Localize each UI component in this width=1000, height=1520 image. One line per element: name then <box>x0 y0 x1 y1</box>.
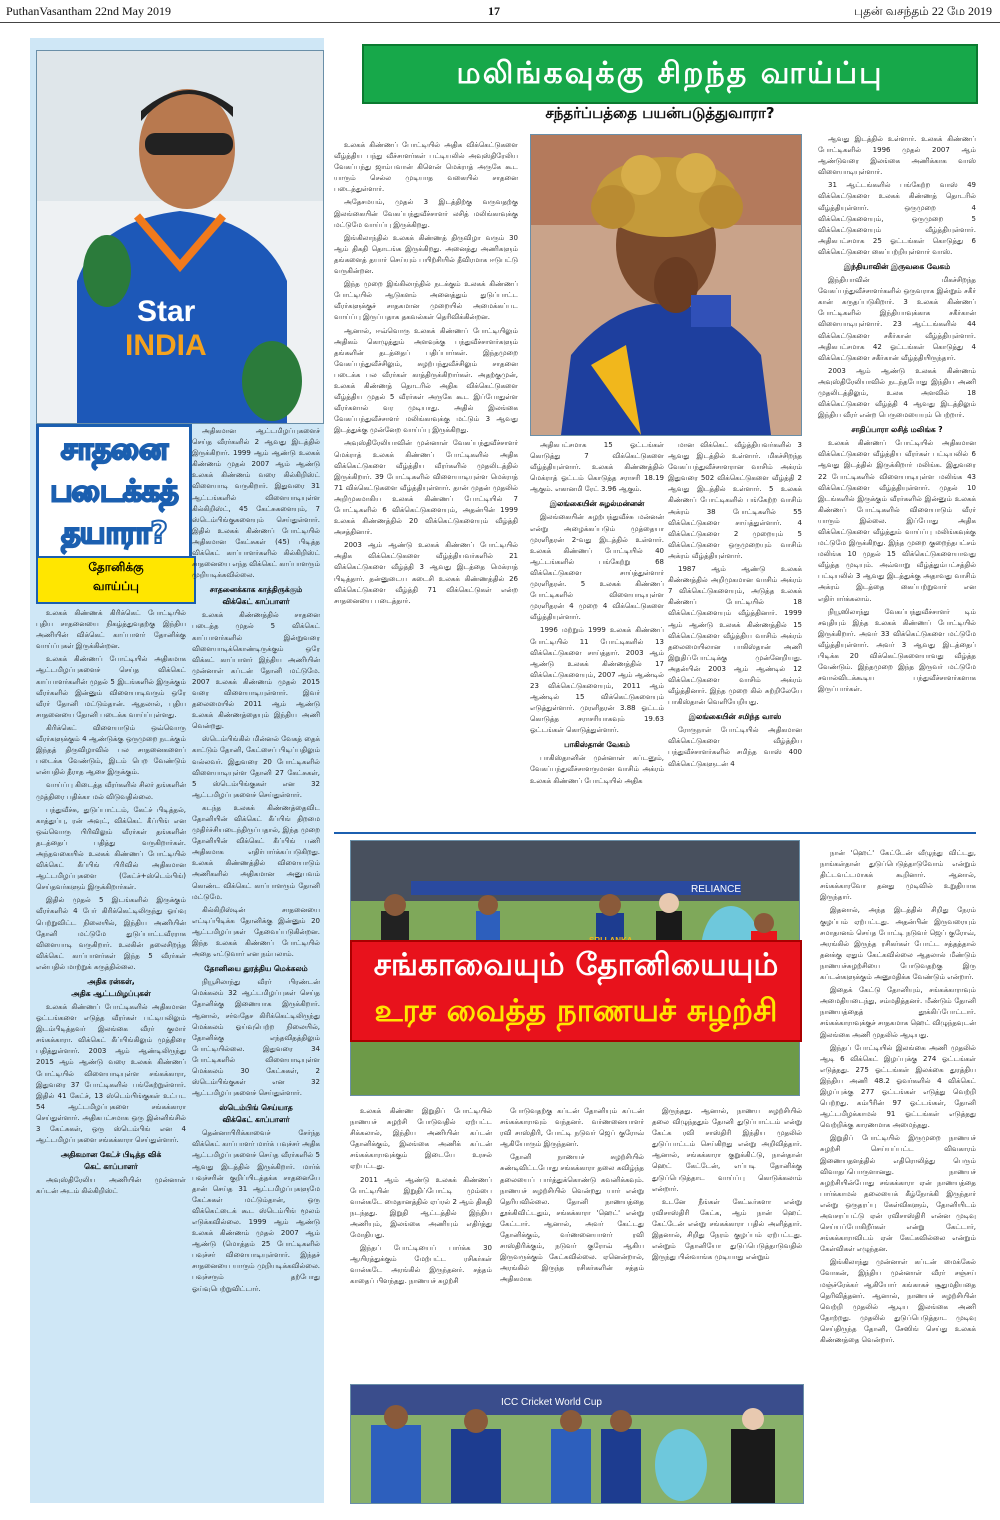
paragraph: இந்தப் போட்டியில் இலங்கை அணி முதலில் ஆடி 6 விக்கெட் இழப்புக்கு 274 ஓட்டங்கள் எடுத்தது. 275 ஓட்டங்கள் இலக்கை துரத்திய இந்திய அணி 48.2 ஓவர்களில் 4 விக்கெட் இழப்புக்கு 277 ஓட்டங்கள் எடுத்து வெற்றி பெற்றது. கம்பீரின் 97 ஓட்டங்கள், தோனி ஆட்டமிழக்காமல் 91 ஓட்டங்கள் எடுத்தது வெற்றிக்கு காரணமாக அமைந்தது. <box>820 1043 976 1130</box>
subheading <box>36 976 186 1000</box>
toss-headline-line-2: உரச வைத்த நாணயச் சுழற்சி <box>374 993 778 1029</box>
subheading-line: விக்கெட் காப்பாளர் <box>222 597 290 607</box>
paragraph: கில்கிறிஸ்டின் சாதனையை எட்டிப்பிடிக்க தோனிக்கு இன்னும் 20 ஆட்டமிழப்புகள் தேவைப்படுகின்றன. இந்த உலகக் கிண்ணப் போட்டியில் அதை எட்டுவார் என நம்பலாம். <box>192 905 320 959</box>
paragraph: உலகக் கிண்ணக் கிரிக்கெட் போட்டியில் புதிய சாதனையை நிகழ்த்துவதற்கு இந்திய அணியின் விக்கெட் காப்பாளர் தோனிக்கு வாய்ப்புகள் இருக்கின்றன. <box>36 609 186 651</box>
toss-headline-box <box>350 940 802 1042</box>
toss-photo-board-text: RELIANCE <box>691 884 742 895</box>
lineup-photo-board-text: ICC Cricket World Cup <box>501 1397 602 1408</box>
paragraph: இதில் முதல் 5 இடங்களில் இருக்கும் வீரர்களில் 4 பேர் கிரிக்கெட்டிலிருந்து ஓய்வு பெற்றுவிட்ட நிலையில், இந்திய அணியின் தோனி மட்டுமே துடுப்பாட்டவீரராக விளையாடி வருகிறார். உலகின் தலைசிறந்த விக்கெட் காப்பாளர்கள் இந்த 5 வீரர்கள் என்பதில் மாற்றுக் கருத்தில்லை. <box>36 896 186 971</box>
paragraph: உலகக் கிண்ணப் போட்டியில் அதிகமான விக்கெட்டுகளை வீழ்த்திய வீரர்கள் பட்டியலில் 6 ஆவது இடத்தில் இருக்கிறார் மலிங்க. இதுவரை 22 போட்டிகளில் விளையாடியுள்ள மலிங்க 43 விக்கெட்டுகளை வீழ்த்தியுள்ளார். முதல் 10 இடங்களில் இருக்கும் வீரர்களில் இன்னும் உலகக் கிண்ணப் போட்டிகளில் விளையாடும் வீரர் யாரும் இல்லை. இப்போது அதிக விக்கெட்டுகளை வீழ்த்தும் வாய்ப்பு மலிங்கவுக்கு மட்டுமே இருக்கிறது. இந்த முறை குறைந்தபட்சம் மலிங்க 10 முதல் 15 விக்கெட்டுகளையாவது வீழ்த்த முடியும். அவ்வாறு வீழ்த்தும்பட்சத்தில் பட்டியலில் 3 ஆவது இடத்துக்கு அதாவது வாசிம் அக்ரம் இடத்தை கைப்பற்றுவார் என எதிர்பார்க்கலாம். <box>818 439 976 603</box>
paragraph: வாய்ப்பு கிடைத்த வீரர்களில் சிலர் தங்களின் முத்திரை பதிக்கா மல் விடுவதில்லை. <box>36 781 186 801</box>
dhoni-headline-line-3: தயாரா? <box>61 516 167 551</box>
dhoni-article-col-2 <box>192 426 320 1500</box>
paragraph: தோனி நாணயச் சுழற்சியில் சுண்டிவிட்டபோது சங்கக்காரா தலை கவிழ்ந்த தலையைப் பார்த்துக்கொண்டு கவனிக்கவும். நாணயச் சுழற்சியில் வென்றது யார் என்று தெரியவில்லை. தோனி நாணயத்தை தூக்கிவிட்டதும், சங்கக்காரா 'ஹெட்' என்று கேட்டார். ஆனால், அவர் கேட்டது தோனிக்கும், வர்ணனையாளர் ரவி சாஸ்திரிக்கும், நடுவர் குரோவ் ஆகிய இருவருக்கும் கேட்கவில்லை. ஏனென்றால், அரங்கில் இருந்த ரசிகர்களின் சத்தம் அதிகமாக <box>500 1153 644 1284</box>
paragraph: இந்தப் போட்டியைப் பார்க்க 30 ஆயிரத்துக்கும் மேற்பட்ட ரசிகர்கள் வான்கடே அரங்கில் இருந்தனர். சத்தம் காதைப் பிளந்தது. நாணயச் சுழற்சி <box>350 1244 492 1286</box>
subheading: இந்தியாவின் இருவகை வேகம் <box>843 262 951 272</box>
dhoni-article-col-1 <box>36 608 186 1500</box>
subheading: சாதிப்பாரா லசித் மலிங்க ? <box>851 425 943 435</box>
malinga-photo <box>530 134 802 436</box>
paragraph: 2003 ஆம் ஆண்டு உலகக் கிண்ணப் போட்டியில் அதிக விக்கெட்டுகளை வீழ்த்தியவர்களில் 21 விக்கெட்டுகளை வீழ்த்தி 3 ஆவது இடத்தை மெக்ராத் பிடித்தார். தன்னுடைய கடைசி உலகக் கிண்ணத்தில் 26 விக்கெட்டுகளை வீழ்த்தி 71 விக்கெட்டுகள் என்ற சாதனையை படைத்தார். <box>334 541 518 605</box>
paragraph: 2003 ஆம் ஆண்டு உலகக் கிண்ணம் அவுஸ்திரேலியாவில் நடந்தபோது இந்திய அணி முதலிடத்திலும், உலக அளவில் 18 விக்கெட்டுகளை வீழ்த்தி 4 ஆவது இடத்திலும் இந்திய வீரர் என்ற பெருமையையும் பெற்றார். <box>818 366 976 420</box>
dhoni-tagline-line-2: வாய்ப்பு <box>93 579 139 593</box>
dhoni-headline-box <box>36 424 192 562</box>
subheading: இலங்கையின் சமிந்த வாஸ் <box>688 712 782 722</box>
paragraph: நான் 'ஹெட்' கேட்டேன் வீழுந்து விட்டது, நாங்கள்தான் துடுப்பெடுத்தாடுவோம் என்றும் திட்டவட்டமாகக் கூறினார். ஆனால், சங்கக்காரவோ தனது முடிவில் உறுதியாக இருந்தார். <box>820 849 976 902</box>
subheading-line: அதிகமான கேட்ச் பிடித்த விக் <box>60 1150 162 1160</box>
malinga-article-col-4 <box>818 134 976 828</box>
toss-article-right-col <box>820 848 976 1502</box>
paragraph: இலங்கையின் சுழற்பந்துவீச்சு மன்னன் என்று அழைக்கப்படும் முத்தையா முரளிதரன் 2-வது இடத்தில் உள்ளார். உலகக் கிண்ணப் போட்டியில் 40 ஆட்டங்களில் பங்கேற்று 68 விக்கெட்டுகளை சாய்த்துள்ளார் முரளிதரன். 5 உலகக் கிண்ணப் போட்டிகளில் விளையாடியுள்ள முரளிதரன் 4 முறை 4 விக்கெட்டுகளை வீழ்த்தியுள்ளார். <box>530 513 664 622</box>
paragraph: உலகக் கிண்ணப் போட்டியில் அதிகமாக ஆட்டமிழப்புகளைச் செய்த விக்கெட் காப்பாளர்களின் முதல் 5 இடங்களில் இருக்கும் வீரர்களில் இன்னும் விளையாடிவரும் ஒரே வீரர் தோனி மட்டும்தான். ஆதலால், புதிய சாதனையை தோனி படைக்க வாய்ப்புள்ளது. <box>36 655 186 719</box>
malinga-article-col-1 <box>334 140 518 828</box>
toss-headline-line-1: சங்காவையும் தோனியையும் <box>373 947 779 983</box>
paragraph: 1996 மற்றும் 1999 உலகக் கிண்ணப் போட்டியில் 11 போட்டிகளில் 13 விக்கெட்டுகளை சாய்த்தார். 2003 ஆம் ஆண்டு உலகக் கிண்ணத்தில் 17 விக்கெட்டுகளையும், 2007 ஆம் ஆண்டில் 23 விக்கெட்டுகளையும், 2011 ஆம் ஆண்டில் 15 விக்கெட்டுகளையும் எடுத்துள்ளார். முரளிதரன் 3.88 ஓட்டம் கொடுத்த சராசரியாகவும் 19.63 ஓட்டங்கள் கொடுத்துள்ளார். <box>530 626 664 735</box>
paragraph: இதனால், அந்த இடத்தில் சிறிது நேரம் குழப்பம் ஏற்பட்டது. அதன்பின் இருவரையும் சமாதானம் செய்த போட்டி நடுவர் ஜெப் குரோவ், அரங்கில் இருந்த ரசிகர்கள் போட்ட சத்தத்தால் தனக்கு ஏதும் கேட்கவில்லை ஆதலால் மீண்டும் நாணயச்சுழற்சியை போடுவதற்கு இரு கப்டன்களுக்கும் அனுமதிக்க வேண்டும் என்றார். <box>820 906 976 982</box>
paragraph: தென்னாபிரிக்காவைச் சேர்ந்த விக்கெட் காப்பாளர் மார்க் பவுச்சர் அதிக ஆட்டமிழப்புகளைச் செய்த வீரர்களில் 5 ஆவது இடத்தில் இருக்கிறார். மார்க் பவுச்சரின் குறிப்பிடத்தக்க சாதனையே தான் செய்த 31 ஆட்டமிழப்புகளுமே கேட்சுகள் மட்டும்தான், ஒரு விக்கெட்டைக் கூட ஸ்டெம்பிங் மூலம் எடுக்கவில்லை. 1999 ஆம் ஆண்டு உலகக் கிண்ணம் முதல் 2007 ஆம் ஆண்டு (மொத்தம் 25 போட்டிகளில் பவுச்சர் விளையாடியுள்ளார். இந்தச் சாதனையை யாரும் முறியடிக்கவில்லை. பவுச்சரும் தற்போது ஓய்வுபெற்றுவிட்டார். <box>192 1129 320 1293</box>
paragraph: அதிகமான ஆட்டமிழப்புகளைச் செய்த வீரர்களில் 2 ஆவது இடத்தில் இருக்கிறார். 1999 ஆம் ஆண்டு உலகக் கிண்ணம் முதல் 2007 ஆம் ஆண்டு உலகக் கிண்ணம் வரை கில்கிறிஸ்ட் விளையாடி வருகிறார். இதுவரை 31 ஆட்டங்களில் விளையாடியுள்ள கில்கிறிஸ்ட், 45 கேட்சுகளையும், 7 ஸ்டெம்பிங்குகளையும் செய்துள்ளார். இதில் உலகக் கிண்ணப் போட்டியில் அதிகமான கேட்சுகள் (45) பிடித்த விக்கெட் காப்பாளர்களில் கில்கிறிஸ்ட் சாதனையை எந்த விக்கெட் காப்பாளரும் முறியடிக்கவில்லை. <box>192 427 320 580</box>
paragraph: பாகிஸ்தானின் முன்னாள் கப்டனும், வேகப்பந்துவீச்சாளருமான வாசிம் அக்ரம் உலகக் கிண்ணப் போட்டியில் அதிக <box>530 754 664 785</box>
toss-article-col-2 <box>500 1106 644 1376</box>
paragraph: 1987 ஆம் ஆண்டு உலகக் கிண்ணத்தில் அறிமுகமான வாசிம் அக்ரம் 7 விக்கெட்டுகளையும், அடுத்த உலகக் கிண்ணப் போட்டியில் 18 விக்கெட்டுகளையும் வீழ்த்தினார். 1999 ஆம் ஆண்டு உலகக் கிண்ணத்தில் 15 விக்கெட்டுகளை வீழ்த்திய வாசிம் அக்ரம் தலைமையிலான பாகிஸ்தான் அணி இறுதிப்போட்டிக்கு முன்னேறியது. அதன்பின் 2003 ஆம் ஆண்டில் 12 விக்கெட்டுகளை வாசிம் அக்ரம் வீழ்த்தினார். இந்த முறை கில் சுற்றிலேயே பாகிஸ்தான் வெளியேறியது. <box>668 565 802 707</box>
subheading-line: சாதனைக்காக காத்திருக்கும் <box>209 585 303 595</box>
paragraph: இங்கிலாந்தில் உலகக் கிண்ணத் திருவிழா வரும் 30 ஆம் திகதி தொடங்க இருக்கிறது. அனைத்து அணிகளும் தங்களைத் தயார் செய்யும் பயிற்சியில் தீவிரமாக ஈடுபட்டு வருகின்றன. <box>334 233 518 276</box>
header-tamil-date: புதன் வசந்தம் 22 மே 2019 <box>854 4 992 18</box>
paragraph: மான விக்கெட் வீழ்த்தியவர்களில் 3 ஆவது இடத்தில் உள்ளார். மிகச்சிறந்த வேகப்பந்துவீச்சாளரான வாசிம் அக்ரம் இதுவரை 502 விக்கெட்டுகளை வீழ்த்தி 2 ஆவது இடத்தில் உள்ளார். 5 உலகக் கிண்ணப் போட்டிகளில் பங்கேற்ற வாசிம் அக்ரம் 38 போட்டிகளில் 55 விக்கெட்டுகளை சாய்த்துள்ளார். 4 விக்கெட்டுகளை 2 முறையும் 5 விக்கெட்டுகளை ஒருமுறையும் வாசிம் அக்ரம் வீழ்த்தியுள்ளார். <box>668 441 802 560</box>
paragraph: இதைக் கேட்டு தோனியும், சங்கக்காராவும் அமைதியடைந்து, சம்மதித்தனர். மீண்டும் தோனி நாணயத்தைத் தூக்கிப்போட்டார். சங்கக்காராவுக்குச் சாதகமாக ஹெட் விழுந்தவுடன் இலங்கை அணி முதலில் ஆடியது. <box>820 986 976 1039</box>
paragraph: இறுதிப் போட்டியில் இருமுறை நாணயச் சுழற்சி செய்யப்பட்ட விவகாரம் இணையதளத்தில் எதிரொலித்து பெரும் விவாதப்பொருளானது. நாணயச் சுழற்சியின்போது சங்கக்காரா ஏன் நாணயத்தை பார்க்காமல் தலையைக் கீழ்நோக்கி இருந்தார் என்று ஒருதரப்பு கேள்விகளும், தோனியிடம் அவசரப்பட்டு ஏன் ரவிசாஸ்திரி என்ன முடிவு செய்யப்போகிறீர்கள் என்று கேட்டார், சங்கக்காராவிடம் ஏன் கேட்கவில்லை என்றும் கேள்விகள் எழுந்தன. <box>820 1134 976 1254</box>
subheading <box>36 1149 186 1173</box>
dhoni-tagline <box>36 556 196 604</box>
paragraph: ஆவது இடத்தில் உள்ளார். உலகக் கிண்ணப் போட்டிகளில் 1996 முதல் 2007 ஆம் ஆண்டுவரை இலங்கை அணிக்காக வாஸ் விளையாடியுள்ளார். <box>818 135 976 177</box>
toss-article-col-3 <box>652 1106 802 1376</box>
subheading: தோனியை துரத்திய மெக்கலம் <box>204 964 308 974</box>
malinga-article-col-3 <box>668 440 802 828</box>
header-publication-date: PuthanVasantham 22nd May 2019 <box>6 4 171 18</box>
paragraph: இந்த முறை இங்கிலாந்தில் நடக்கும் உலகக் கிண்ணப் போட்டியில் ஆடுகளம் அனைத்தும் துடுப்பாட்ட வீரர்களுக்குச் சாதகமான முறையில் அமைக்கப்பட வாய்ப்பு இருப்பதாக தகவல்கள் தெரிவிக்கின்றன. <box>334 280 518 322</box>
subheading <box>192 1102 320 1126</box>
subheading: பாகிஸ்தான் வேகம் <box>564 740 630 750</box>
subheading-line: அதிக ரன்கள், <box>87 977 135 986</box>
section-divider <box>334 832 976 834</box>
paragraph: இந்தியாவின் மிகச்சிறந்த வேகப்பந்துவீச்சாளர்களில் ஒருவராக இன்றும் சகீர் கான் கருதப்படுகிறார். 3 உலகக் கிண்ணப் போட்டிகளில் இந்தியாவுக்காக சகீர்கான் விளையாடியுள்ளார். 23 ஆட்டங்களில் 44 விக்கெட்டுகளை சகீர்கான் வீழ்த்தியுள்ளார். அதிகபட்சமாக 42 ஓட்டங்கள் கொடுத்து 4 விக்கெட்டுகளை சகீர்கான் வீழ்த்தியிருந்தார். <box>818 276 976 362</box>
subheading-line: விக்கெட் காப்பாளர் <box>222 1115 290 1125</box>
paragraph: அதிகபட்சமாக 15 ஓட்டங்கள் கொடுத்து 7 விக்கெட்டுகளை வீழ்த்தியுள்ளார். உலகக் கிண்ணத்தில் மெக்ராத் ஓட்டம் கொடுத்த சராசரி 18.19 ஆகும். எகானமி ரேட் 3.96 ஆகும். <box>530 441 664 494</box>
malinga-headline: மலிங்கவுக்கு சிறந்த வாய்ப்பு <box>362 44 978 104</box>
toss-photo-lineup <box>350 1384 804 1504</box>
subheading <box>192 584 320 608</box>
paragraph: ஆனால், ஈவ்வொரு உலகக் கிண்ணப் போட்டியிலும் அதிகம் கொழுத்தும் அளவுக்கு பந்துவீச்சாளர்களும் தங்களின் தடத்தைப் பதிப்பார்கள். இந்தமுறை வேகப்பந்துவீச்சிலும், சுழற்பந்துவீச்சிலும் சாதனை படைக்க பல வீரர்கள் காத்திருக்கிறார்கள். அதற்குமுன், உலகக் கிண்ணத் தொடரில் அதிக விக்கெட்டுகளை வீழ்த்திய முதல் 5 வீரர்கள் அருகே கூட இப்போதுள்ள வீரர்களால் வர முடியாது. அதில் இலங்கை வேகப்பந்துவீச்சாளர் மலிங்காவுக்கு மட்டும் 3 ஆவது இடத்துக்கு முன்னேற வாய்ப்பு இருக்கிறது. <box>334 326 518 435</box>
page-header <box>0 0 1000 23</box>
paragraph: பந்துவீச்சு, துடுப்பாட்டம், கேட்ச் பிடித்தல், காத்துப்பு, ரன் அவுட், விக்கெட் கீப்பிங் என ஒவ்வொரு பிரிவிலும் வீரர்கள் தங்களின் தடத்தைப் பதித்து வருகிறார்கள். அந்தவகையில் உலகக் கிண்ணப் போட்டியில் விக்கெட் கீப்பிங் பிரிவில் அதிகமான ஆட்டமிழப்புகளை (கேட்ச்+ஸ்டெம்பிங்) செய்தவர்களும் இருக்கிறார்கள். <box>36 805 186 892</box>
dhoni-headline-line-1: சாதனை <box>60 432 168 467</box>
svg-text:INDIA: INDIA <box>125 329 207 362</box>
paragraph: கிரிக்கெட் விளையாடும் ஒவ்வொரு வீரர்களுக்கும் 4 ஆண்டுக்கு ஒருமுறை நடக்கும் இந்தத் திருவிழாவில் பல சாதனைகளைப் படைக்க வேண்டும், இடம் பெற வேண்டும் என்பதில் தீராத ஆசை இருக்கும். <box>36 723 186 777</box>
paragraph: 2011 ஆம் ஆண்டு உலகக் கிண்ணப் போட்டியின் இறுதிப்போட்டி மும்பை வான்கடே மைதானத்தில் ஏப்ரல் 2 ஆம் திகதி நடந்தது. இறுதி ஆட்டத்தில் இந்திய அணியும், இலங்கை அணியும் எதிர்த்து மோதியது. <box>350 1175 492 1240</box>
dhoni-headline-line-2: படைக்கத் <box>50 474 178 509</box>
paragraph: அவுஸ்திரேலிய அணியின் முன்னாள் கப்டன் அடம் கில்கிறிஸ்ட் <box>36 1176 186 1196</box>
paragraph: இருந்தது. ஆனால், நாணய சுழற்சியில் தலை விழுந்ததும் தோனி துடுப்பாட்டம் என்று கேட்க ரவி சாஸ்திரி இந்திய முதலில் துடுப்பாட்டம் செய்கிறது என்று அறிவித்தார். ஆனால், சங்கக்காரா குறுக்கிட்டு, நான்தான் ஹெட் கேட்டேன், எப்படி தோனிக்கு துடுப்பெடுத்தாட வாய்ப்பு கொடுக்கலாம் என்றார். <box>652 1107 802 1193</box>
paragraph: ரோருநாள் போட்டியில் அதிகமான விக்கெட்டுகளை வீழ்த்திய பந்துவீச்சாளர்களில் சமிந்த வாஸ் 400 விக்கெட்டுகளுடன் 4 <box>668 726 802 768</box>
paragraph: நியூசிலாந்து வீரர் பிரண்டன் மெக்கலம் 32 ஆட்டமிழப்புகள் செய்த தோனிக்கு இணையாக இருக்கிறார். ஆனால், சர்வதேச கிரிக்கெட்டிலிருந்து மெக்கலம் ஓய்வுபெற்ற நிலையில், தோனிக்கு எந்தவிதத்திலும் போட்டியில்லை. இதுவரை 34 போட்டிகளில் விளையாடியுள்ள மெக்கலம் 30 கேட்சுகள், 2 ஸ்டெம்பிங்குகள் என 32 ஆட்டமிழப்புகளைச் செய்துள்ளார். <box>192 978 320 1098</box>
toss-article-col-1 <box>350 1106 492 1376</box>
dhoni-photo <box>36 50 324 424</box>
paragraph: உலகக் கிண்ணப் போட்டிகளில் அதிகமான ஓட்டங்களை எடுத்த வீரர்கள் பட்டியலிலும் இடம்பிடித்தவர் இலங்கை வீரர் குமார் சங்கக்காரா. விக்கெட் கீப்பிங்கிலும் முத்திரை பதித்துள்ளார். 2003 ஆம் ஆண்டிலிருந்து 2015 ஆம் ஆண்டு வரை உலகக் கிண்ணப் போட்டியில் விளையாடியுள்ள சங்கக்காரா, இதுவரை 37 போட்டிகளில் பங்கேற்றுள்ளார். இதில் 41 கேட்ச், 13 ஸ்டெம்பிங்குகள் உட்பட 54 ஆட்டமிழப்புகளை சங்கக்காரா செய்துள்ளார். அதிகபட்சமாக ஒரு இன்னிங்சில் 3 கேட்சுகள், ஒரு ஸ்டெம்பிங் என 4 ஆட்டமிழப்புகளை சங்கக்காரா செய்துள்ளார். <box>36 1003 186 1145</box>
paragraph: கடந்த உலகக் கிண்ணத்தைவிட தோனியின் விக்கெட் கீப்பிங் திறமை முதிர்ச்சியடைந்திருப்பதால், இந்த முறை தோனியின் விக்கெட் கீப்பிங் பணி அதிகமாக எதிர்பார்க்கப்படுகிறது. உலகக் கிண்ணத்தில் விளையாடும் அணிகளில் அதிகமான அனுபவம் கொண்ட விக்கெட் காப்பாளரும் தோனி மட்டுமே. <box>192 803 320 901</box>
paragraph: ஸ்டெம்பிங்கில் மின்னல் வேகத் தைக் காட்டும் தோனி, கேட்சைப் பிடிப்பதிலும் வல்லவர். இதுவரை 20 போட்டிகளில் விளையாடியுள்ள தோனி 27 கேட்சுகள், 5 ஸ்டெம்பிங்குகள் என 32 ஆட்டமிழப்புகளைச் செய்துள்ளார். <box>192 735 320 799</box>
paragraph: உடனே நீங்கள் கேட்டீர்களா என்று ரவிசாஸ்திரி கேட்க, ஆம் நான் ஹெட் கேட்டேன் என்று சங்கக்காரா பதில் அளித்தார். இதனால், சிறிது நேரம் குழப்பம் ஏற்பட்டது. என்றும் தோனியோ துடுப்பெடுத்தாடுவதில் இருந்து பின்வாங்க முடியாது என்றும் <box>652 1197 802 1262</box>
subheading-line: அதிக ஆட்டமிழப்புகள் <box>71 989 151 998</box>
subheading: இலங்கையின் சுழல்மன்னன் <box>549 499 645 509</box>
paragraph: நியூஸிலாந்து வேகப்பந்துவீச்சாளர் டிம் சவுதியும் இந்த உலகக் கிண்ணப் போட்டியில் இருக்கிறார். அவர் 33 விக்கெட்டுகளை மட்டுமே வீழ்த்தியுள்ளார். அவர் 3 ஆவது இடத்தைப் பிடிக்க 20 விக்கெட்டுகளையாவது வீழ்த்த வேண்டும். இந்தமுறை இந்த இருவர் மட்டுமே சவால்விடக்கூடிய பந்துவீச்சாளர்களாக இருப்பார்கள். <box>818 607 976 694</box>
paragraph: இங்கிலாந்து முன்னாள் கப்டன் மைக்கேல் வோகன், இந்திய முன்னாள் வீரர் சஞ்சய் மஞ்ச்ரேக்கர் ஆகியோர் கங்காகச் சூதுமதியதை தெரிவித்தனர். ஆனால், நாணயச் சுழற்சியின் வெற்றி முதலில் ஆடிய இலங்கை அணி தோற்றது. முதலில் துடுப்பெடுத்தாட முடிவு செய்திருந்த தோனி, சேஸிங் செய்து உலகக் கிண்ணத்தை வென்றார். <box>820 1258 976 1345</box>
malinga-article-col-2 <box>530 440 664 828</box>
malinga-deck: சந்தர்ப்பத்தை பயன்படுத்துவாரா? <box>545 104 775 122</box>
paragraph: உலகக் கிண்ண இறுதிப் போட்டியில் நாணயச் சுழற்சி போடுவதில் ஏற்பட்ட சிக்கலால், இந்திய அணியின் கப்டன் தோனிக்கும், இலங்கை அணிக் கப்டன் சங்கக்காராவுக்கும் இடையே உரசல் ஏற்பட்டது. <box>350 1107 492 1171</box>
paragraph: 31 ஆட்டங்களில் பங்கேற்ற வாஸ் 49 விக்கெட்டுகளை உலகக் கிண்ணத் தொடரில் வீழ்த்தியுள்ளார். ஒருமுறை 4 விக்கெட்டுகளையும், ஒருமுறை 5 விக்கெட்டுகளையும் வீழ்த்தியுள்ளார். அதிகபட்சமாக 25 ஓட்டங்கள் கொடுத்து 6 விக்கெட்டுகளை கைப்பற்றியுள்ளார் வாஸ். <box>818 181 976 256</box>
paragraph: அதேசமயம், முதல் 3 இடத்திற்கு வருவதற்கு இலங்கையின் வேகப்பந்துவீச்சாளர் லசித் மலிங்காவுக்கு மட்டுமே வாய்ப்பு இருக்கிறது. <box>334 198 518 229</box>
subheading-line: ஸ்டெம்பிங் செய்யாத <box>219 1103 293 1113</box>
paragraph: உலகக் கிண்ணத்தில் சாதனை படைத்த முதல் 5 விக்கெட் காப்பாளர்களில் இன்றுவரை விளையாடிக்கொண்டிருக்கும் ஒரே விக்கட் காப்பாளர் இந்திய அணியின் முன்னாள் கப்டன் தோனி மட்டுமே. 2007 உலகக் கிண்ணம் முதல் 2015 வரை விளையாடியுள்ளார். இவர் தலைமையில் 2011 ஆம் ஆண்டு உலகக் கிண்ணத்தையும் இந்திய அணி வென்றது. <box>192 611 320 731</box>
dhoni-tagline-line-1: தோனிக்கு <box>88 560 144 574</box>
svg-text:Star: Star <box>137 295 196 328</box>
paragraph: போடுவதற்கு கப்டன் தோனியும் கப்டன் சங்கக்காராவும் வந்தனர். வர்ணனையாளர் ரவி சாஸ்திரி, போட்டி நடுவர் ஜெப் குரோவ் ஆகியோரும் இருந்தனர். <box>500 1107 644 1149</box>
paragraph: அவுஸ்திரேலியாவின் முன்னாள் வேகப்பந்துவீச்சாளர் மெக்ராத் உலகக் கிண்ணப் போட்டிகளில் அதிக விக்கெட்டுகளை வீழ்த்திய வீரர்களில் முதலிடத்தில் இருக்கிறார். 39 போட்டிகளில் விளையாடியுள்ள மெக்ராத் 71 விக்கெட்டுகளை வீழ்த்தியுள்ளார். தான் முதன் முதலில் அறிமுகமாகிய உலகக் கிண்ணப் போட்டியில் 7 போட்டிகளில் 6 விக்கெட்டுகளையும், அதன்பின் 1999 உலகக் கிண்ணத்தில் 20 விக்கெட்டுகளையும் வீழ்த்தி அசத்தினார். <box>334 439 518 537</box>
subheading-line: கெட் காப்பாளர் <box>84 1162 138 1172</box>
paragraph: உலகக் கிண்ணப் போட்டியில் அதிக விக்கெட்டுகளை வீழ்த்திய பந்து வீச்சாளர்கள் பட்டியலில் அவுஸ்திரேலிய வேகப்பந்து ஜாம்பவான் கிளென் மெக்ராத் அருகே கூட யாரும் செல்ல முடியாத வகையில் சாதனை படைத்துள்ளார். <box>334 141 518 194</box>
page-number: 17 <box>488 4 500 18</box>
